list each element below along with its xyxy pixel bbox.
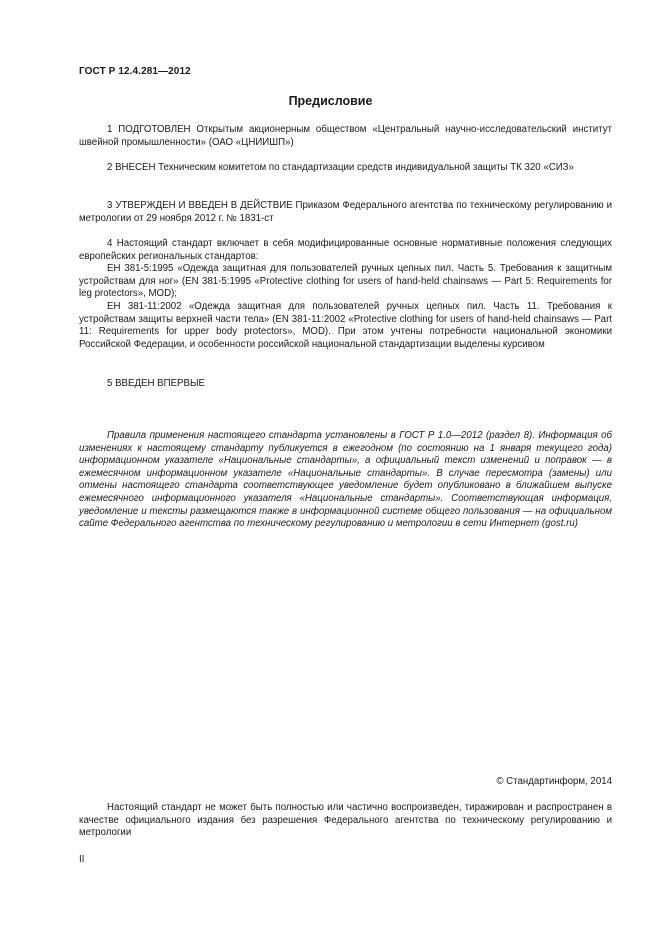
item-5	[79, 378, 612, 391]
item-1-text: 1 ПОДГОТОВЛЕН Открытым акционерным обществом «Центральный научно-исследовательский институт швейной промышленности» (ОАО «ЦНИИШП»)	[79, 124, 612, 148]
item-1	[79, 124, 612, 149]
application-notice	[79, 430, 612, 531]
document-code: ГОСТ Р 12.4.281—2012	[79, 66, 191, 77]
legal-notice	[79, 802, 612, 840]
item-5-text: 5 ВВЕДЕН ВПЕРВЫЕ	[107, 378, 206, 389]
item-4-standard-1: ЕН 381-5:1995 «Одежда защитная для пользователей ручных цепных пил. Часть 5. Требования к защитным устройствам для ног» (EN 381-5:1995 «Protective clothing for users of hand-held chainsaws — Part 5: Requirements for leg protectors», MOD);	[79, 263, 612, 300]
item-4	[79, 238, 612, 351]
item-2-text: 2 ВНЕСЕН Техническим комитетом по стандартизации средств индивидуальной защиты ТК 320 «СИЗ»	[107, 162, 574, 173]
copyright: © Стандартинформ, 2014	[496, 776, 612, 787]
item-4-standard-2: ЕН 381-11:2002 «Одежда защитная для пользователей ручных цепных пил. Часть 11. Требования к устройствам защиты верхней части тела» (EN 381-11:2002 «Protective clothing for users of hand-held chainsaws — Part 11: Requirements for upper body protectors», MOD). При этом учтены потребности национальной экономики Российской Федерации, и особенности российской национальной стандартизации выделены курсивом	[79, 300, 612, 350]
application-notice-text: Правила применения настоящего стандарта установлены в ГОСТ Р 1.0—2012 (раздел 8). Информация об изменениях к настоящему стандарту публикуется в ежегодном (по состоянию на 1 января текущего года) информационном указателе «Национальные стандарты», а официальный текст изменений и поправок — в ежемесячном информационном указателе «Национальные стандарты». В случае пересмотра (замены) или отмены настоящего стандарта соответствующее уведомление будет опубликовано в ближайшем выпуске ежемесячного информационного указателя «Национальные стандарты». Соответствующая информация, уведомление и тексты размещаются также в информационной системе общего пользования — на официальном сайте Федерального агентства по техническому регулированию и метрологии в сети Интернет (gost.ru)	[79, 430, 612, 530]
page-number: II	[79, 854, 85, 865]
page-title: Предисловие	[288, 94, 373, 108]
item-3	[79, 200, 612, 225]
item-4-intro: 4 Настоящий стандарт включает в себя модифицированные основные нормативные положения следующих европейских региональных стандартов:	[79, 238, 612, 262]
legal-notice-text: Настоящий стандарт не может быть полностью или частично воспроизведен, тиражирован и распространен в качестве официального издания без разрешения Федерального агентства по техническому регулированию и метрологии	[79, 802, 612, 839]
item-3-text: 3 УТВЕРЖДЕН И ВВЕДЕН В ДЕЙСТВИЕ Приказом Федерального агентства по техническому регулированию и метрологии от 29 ноября 2012 г. № 1831-ст	[79, 200, 612, 224]
item-2	[79, 162, 612, 175]
